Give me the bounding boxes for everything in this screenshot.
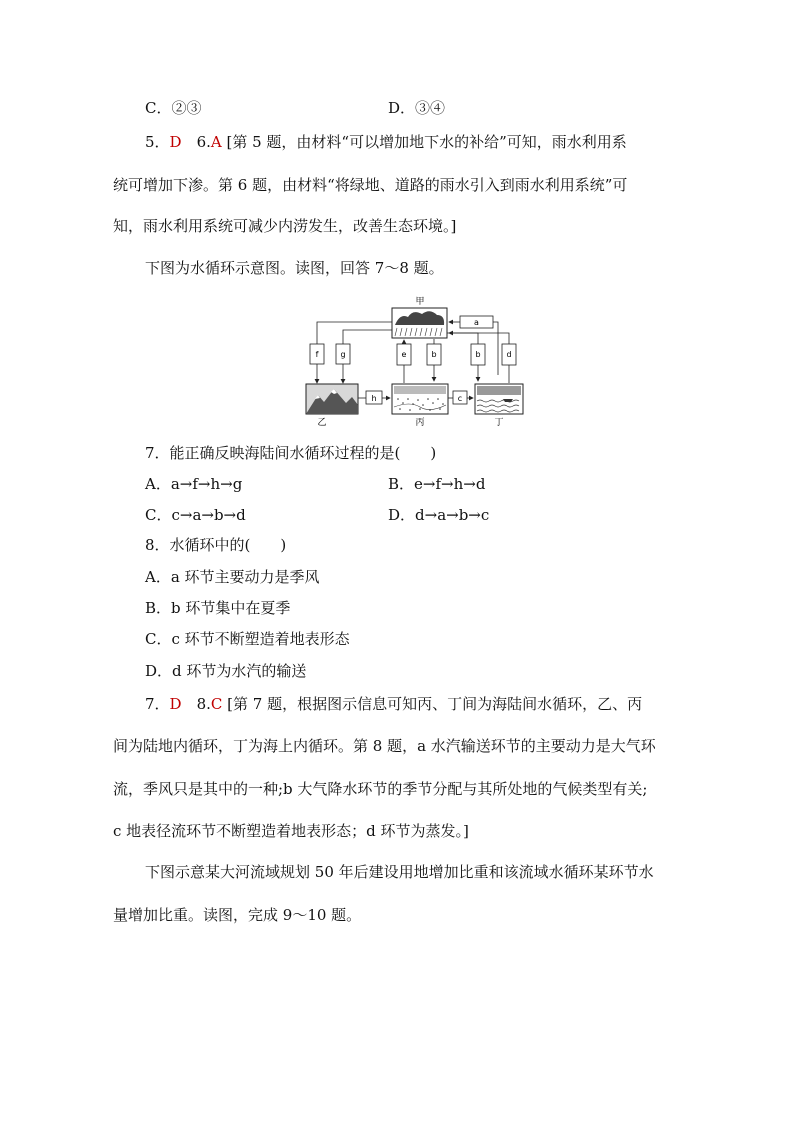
q7-stem: 7．能正确反映海陆间水循环过程的是( ) — [145, 444, 437, 462]
svg-text:e: e — [401, 350, 407, 359]
answer-5-6-line-1-seg-1: D — [169, 133, 182, 151]
answer-7-8-line-3: 流，季风只是其中的一种;b 大气降水环节的季节分配与其所处地的气候类型有关; — [113, 780, 648, 798]
q4-options-cd-left: C．②③ — [145, 99, 202, 117]
intro-9-10-line-2: 量增加比重。读图，完成 9～10 题。 — [113, 906, 362, 924]
answer-5-6-line-1-seg-2: 6. — [181, 133, 211, 151]
answer-7-8-line-1-seg-0: 7． — [145, 695, 170, 713]
answer-7-8-line-2: 间为陆地内循环，丁为海上内循环。第 8 题，a 水汽输送环节的主要动力是大气环 — [113, 737, 656, 755]
q7-options-ab-right: B．e→f→h→d — [388, 475, 486, 493]
svg-text:b: b — [475, 350, 481, 359]
svg-text:g: g — [340, 350, 346, 359]
q7-options-ab-left: A．a→f→h→g — [145, 475, 243, 493]
link-e — [397, 344, 411, 365]
label-bing: 丙 — [415, 418, 425, 428]
answer-7-8-line-1 — [145, 694, 642, 714]
label-yi: 乙 — [317, 418, 327, 428]
q4-options-cd-right: D．③④ — [388, 99, 446, 117]
q8-option-c: C．c 环节不断塑造着地表形态 — [145, 630, 350, 648]
q8-option-b: B．b 环节集中在夏季 — [145, 599, 291, 617]
link-a — [460, 316, 493, 328]
q8-option-a: A．a 环节主要动力是季风 — [145, 568, 320, 586]
link-f — [310, 344, 324, 364]
q7-options-cd-left: C．c→a→b→d — [145, 506, 246, 524]
answer-5-6-line-1-seg-0: 5． — [145, 133, 170, 151]
svg-text:d: d — [506, 350, 512, 359]
link-b-right — [471, 344, 485, 365]
answer-5-6-line-1 — [145, 132, 627, 152]
link-h — [366, 391, 382, 404]
svg-text:b: b — [431, 350, 437, 359]
link-d — [502, 344, 516, 365]
water-cycle-svg — [300, 295, 530, 430]
link-c — [453, 391, 467, 404]
water-cycle-diagram — [300, 295, 530, 430]
box-bing-land — [392, 384, 448, 414]
sky-box-jia — [392, 308, 447, 338]
answer-5-6-line-1-seg-3: A — [210, 133, 222, 151]
svg-text:f: f — [315, 350, 319, 359]
svg-text:c: c — [457, 394, 463, 403]
box-yi-mountain — [306, 384, 358, 414]
label-ding: 丁 — [494, 418, 504, 428]
q8-stem: 8．水循环中的( ) — [145, 536, 287, 554]
answer-7-8-line-1-seg-4: [第 7 题，根据图示信息可知丙、丁间为海陆间水循环，乙、丙 — [222, 695, 643, 713]
intro-9-10-line-1: 下图示意某大河流域规划 50 年后建设用地增加比重和该流域水循环某环节水 — [145, 863, 654, 881]
label-jia: 甲 — [415, 297, 425, 307]
box-ding-sea — [475, 384, 523, 414]
intro-7-8: 下图为水循环示意图。读图，回答 7～8 题。 — [145, 259, 444, 277]
svg-text:a: a — [474, 318, 479, 327]
q8-option-d: D．d 环节为水汽的输送 — [145, 662, 307, 680]
answer-5-6-line-1-seg-4: [第 5 题，由材料“可以增加地下水的补给”可知，雨水利用系 — [221, 133, 627, 151]
answer-7-8-line-1-seg-1: D — [169, 695, 182, 713]
answer-7-8-line-1-seg-2: 8. — [181, 695, 211, 713]
answer-5-6-line-2: 统可增加下渗。第 6 题，由材料“将绿地、道路的雨水引入到雨水利用系统”可 — [113, 176, 628, 194]
svg-text:h: h — [371, 394, 377, 403]
answer-7-8-line-1-seg-3: C — [210, 695, 223, 713]
link-g — [336, 344, 350, 364]
answer-7-8-line-4: c 地表径流环节不断塑造着地表形态；d 环节为蒸发。] — [113, 822, 469, 840]
link-b-left — [427, 344, 441, 365]
answer-5-6-line-3: 知，雨水利用系统可减少内涝发生，改善生态环境。] — [113, 217, 457, 235]
q7-options-cd-right: D．d→a→b→c — [388, 506, 490, 524]
